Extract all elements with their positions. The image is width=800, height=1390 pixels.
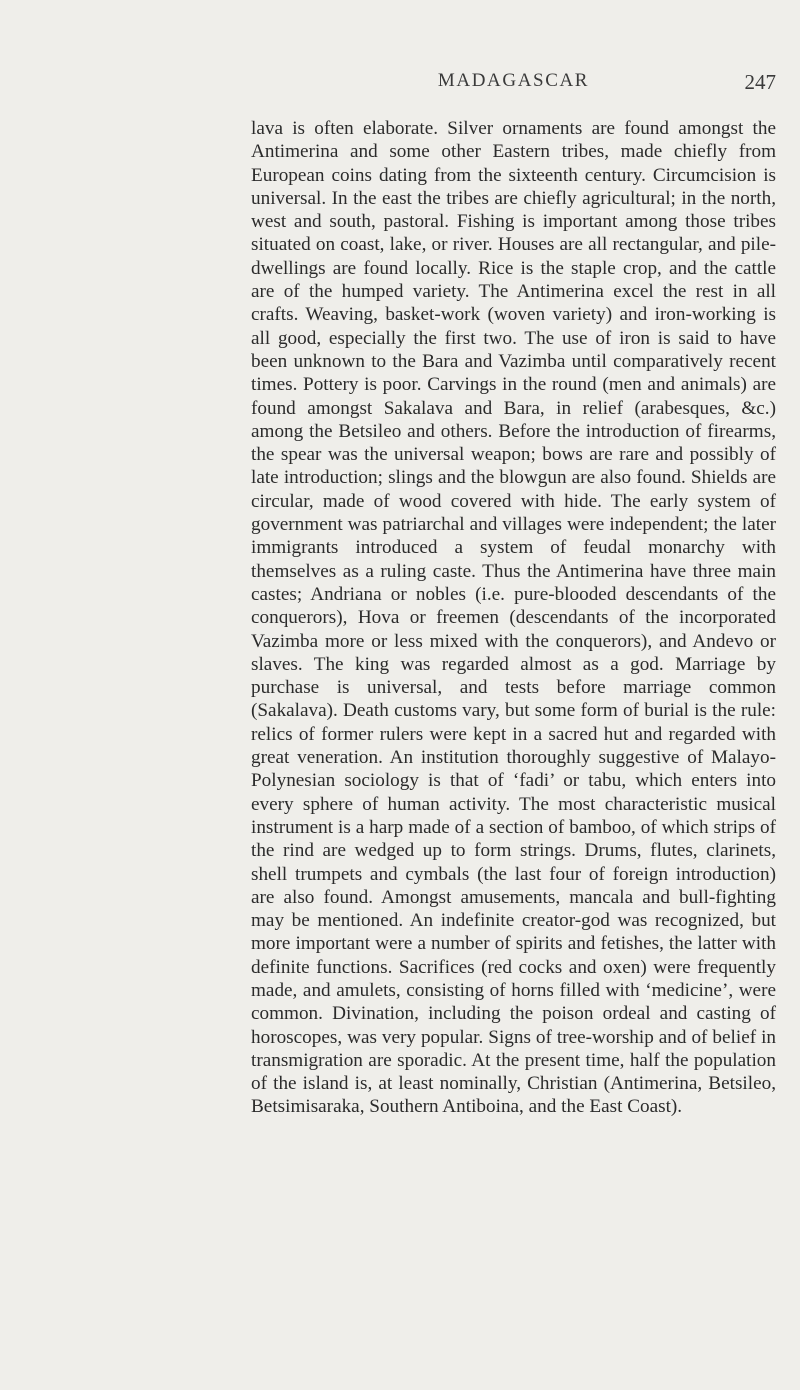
running-head [251,70,776,100]
running-head-title: MADAGASCAR [437,70,590,91]
body-paragraph: lava is often elaborate. Silver ornaments are found amongst the Antimerina and some other Eastern tribes, made chiefly from European coins dating from the sixteenth century. Circumcision is universal. In the east the tribes are chiefly agricultural; in the north, west and south, pastoral. Fishing is important among those tribes situated on coast, lake, or river. Houses are all rectangular, and pile-dwellings are found locally. Rice is the staple crop, and the cattle are of the humped variety. The Antimerina excel the rest in all crafts. Weaving, basket-work (woven variety) and iron-working is all good, especially the first two. The use of iron is said to have been unknown to the Bara and Vazimba until comparatively recent times. Pottery is poor. Carvings in the round (men and animals) are found amongst Sakalava and Bara, in relief (arabesques, &c.) among the Betsileo and others. Before the introduction of firearms, the spear was the universal weapon; bows are rare and possibly of late introduction; slings and the blowgun are also found. Shields are circular, made of wood covered with hide. The early system of government was patriarchal and villages were independent; the later immigrants introduced a system of feudal monarchy with themselves as a ruling caste. Thus the Antimerina have three main castes; Andriana or nobles (i.e. pure-blooded descendants of the conquerors), Hova or freemen (descendants of the incorporated Vazimba more or less mixed with the conquerors), and Andevo or slaves. The king was regarded almost as a god. Marriage by purchase is universal, and tests before marriage common (Sakalava). Death customs vary, but some form of burial is the rule: relics of former rulers were kept in a sacred hut and regarded with great veneration. An institution thoroughly suggestive of Malayo-Polynesian sociology is that of ‘fadi’ or tabu, which enters into every sphere of human activity. The most characteristic musical instrument is a harp made of a section of bamboo, of which strips of the rind are wedged up to form strings. Drums, flutes, clarinets, shell trumpets and cymbals (the last four of foreign introduction) are also found. Amongst amusements, mancala and bull-fighting may be mentioned. An indefinite creator-god was recognized, but more important were a number of spirits and fetishes, the latter with definite functions. Sacrifices (red cocks and oxen) were frequently made, and amulets, consisting of horns filled with ‘medicine’, were common. Divination, including the poison ordeal and casting of horoscopes, was very popular. Signs of tree-worship and of belief in transmigration are sporadic. At the present time, half the population of the island is, at least nominally, Christian (Antimerina, Betsileo, Betsimisaraka, Southern Antiboina, and the East Coast). [251,118,776,1118]
body-text [251,117,776,1119]
page-number: 247 [744,70,776,94]
